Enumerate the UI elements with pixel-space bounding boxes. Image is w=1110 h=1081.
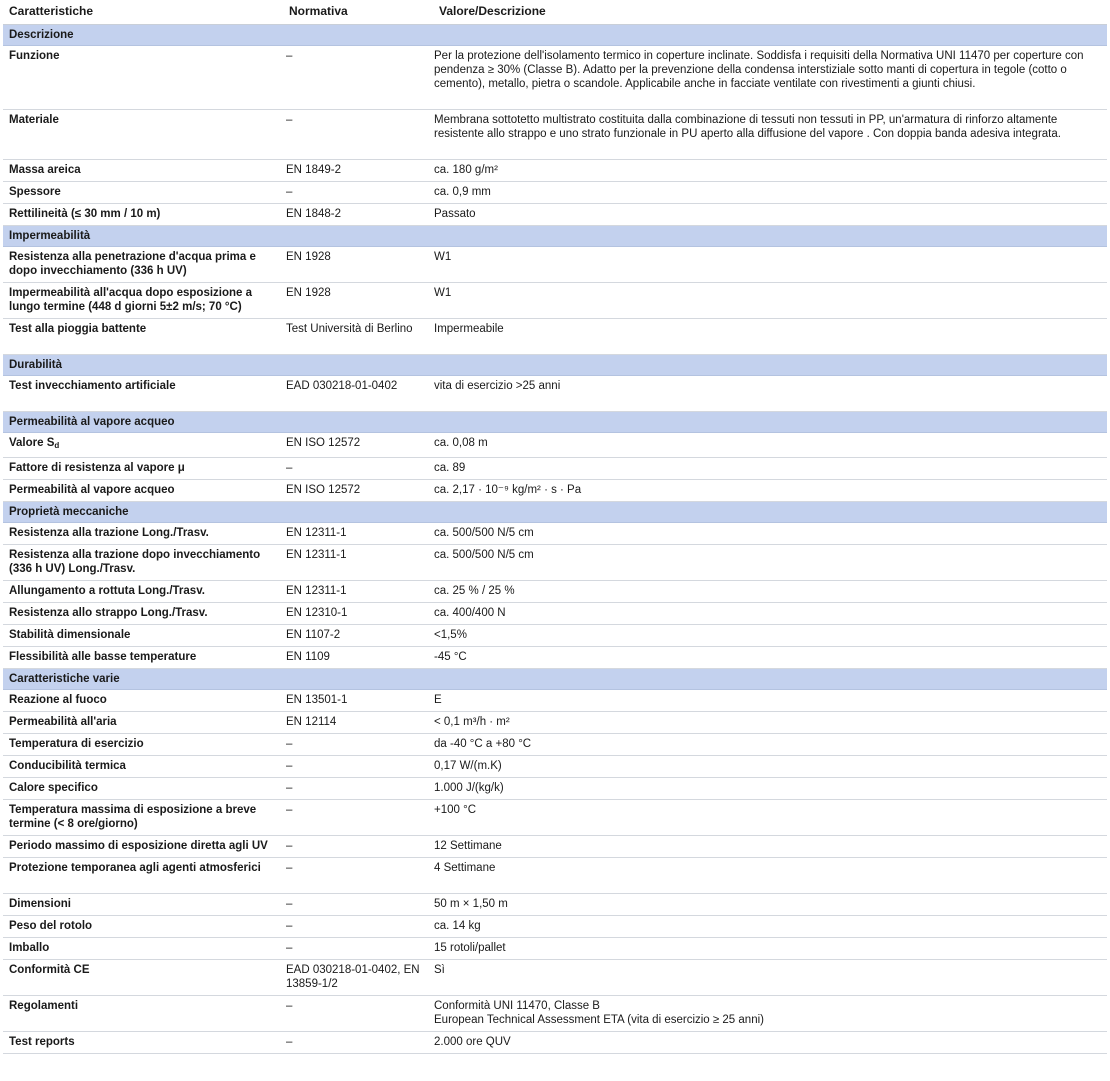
row-value: 1.000 J/(kg/k) [433, 778, 1107, 800]
row-norm: – [283, 938, 433, 960]
row-value: 50 m × 1,50 m [433, 894, 1107, 916]
row-value: ca. 89 [433, 458, 1107, 480]
row-norm: EN 12311-1 [283, 581, 433, 603]
row-name: Resistenza alla penetrazione d'acqua prima e dopo invecchiamento (336 h UV) [3, 247, 283, 283]
spec-sheet [3, 0, 1107, 1054]
row-norm: EN 12311-1 [283, 545, 433, 581]
row-value: 4 Settimane [433, 858, 1107, 894]
row-norm: – [283, 734, 433, 756]
row-name-text: Valore S [9, 437, 55, 449]
section-title: Impermeabilità [3, 226, 1107, 247]
row-norm: – [283, 858, 433, 894]
row-value: Passato [433, 204, 1107, 226]
table-row [3, 960, 1107, 996]
table-row [3, 647, 1107, 669]
table-header-row [3, 0, 1107, 25]
row-norm: EN 12310-1 [283, 603, 433, 625]
row-name: Rettilineità (≤ 30 mm / 10 m) [3, 204, 283, 226]
table-row [3, 480, 1107, 502]
table-row [3, 545, 1107, 581]
row-value-line-1: Conformità UNI 11470, Classe B [434, 1000, 600, 1012]
row-norm: Test Università di Berlino [283, 319, 433, 355]
row-norm: – [283, 916, 433, 938]
row-value: W1 [433, 283, 1107, 319]
row-name: Resistenza alla trazione Long./Trasv. [3, 523, 283, 545]
row-name: Permeabilità all'aria [3, 712, 283, 734]
row-norm: – [283, 182, 433, 204]
row-value: ca. 180 g/m² [433, 160, 1107, 182]
table-row [3, 690, 1107, 712]
row-value: ca. 0,08 m [433, 433, 1107, 458]
row-norm: EN 1849-2 [283, 160, 433, 182]
row-norm: EN 1928 [283, 247, 433, 283]
row-name: Impermeabilità all'acqua dopo esposizione a lungo termine (448 d giorni 5±2 m/s; 70 °C) [3, 283, 283, 319]
row-value: da -40 °C a +80 °C [433, 734, 1107, 756]
row-name: Temperatura massima di esposizione a breve termine (< 8 ore/giorno) [3, 800, 283, 836]
table-row [3, 581, 1107, 603]
spec-table [3, 0, 1107, 1054]
table-row [3, 996, 1107, 1032]
row-name [3, 433, 283, 458]
row-value: < 0,1 m³/h · m² [433, 712, 1107, 734]
row-name: Test invecchiamento artificiale [3, 376, 283, 412]
row-norm: – [283, 1032, 433, 1054]
row-value: 12 Settimane [433, 836, 1107, 858]
table-row [3, 778, 1107, 800]
row-value-line-2: European Technical Assessment ETA (vita di esercizio ≥ 25 anni) [434, 1014, 764, 1026]
row-name: Dimensioni [3, 894, 283, 916]
table-row [3, 734, 1107, 756]
table-row [3, 756, 1107, 778]
table-row [3, 523, 1107, 545]
row-norm: – [283, 836, 433, 858]
table-row [3, 182, 1107, 204]
row-norm: EAD 030218-01-0402, EN 13859-1/2 [283, 960, 433, 996]
row-value: ca. 500/500 N/5 cm [433, 523, 1107, 545]
table-row [3, 712, 1107, 734]
section-title: Caratteristiche varie [3, 669, 1107, 690]
table-row [3, 319, 1107, 355]
section-header-impermeabilita [3, 226, 1107, 247]
row-name: Materiale [3, 110, 283, 160]
row-value: 15 rotoli/pallet [433, 938, 1107, 960]
row-name: Conformità CE [3, 960, 283, 996]
row-value [433, 996, 1107, 1032]
row-name: Test alla pioggia battente [3, 319, 283, 355]
row-name: Peso del rotolo [3, 916, 283, 938]
table-row [3, 894, 1107, 916]
row-value: Per la protezione dell'isolamento termico in coperture inclinate. Soddisfa i requisiti della Normativa UNI 11470 per coperture con pendenza ≥ 30% (Classe B). Adatto per la prevenzione della condensa interstiziale sotto manti di copertura in tegole (cotto o cemento), metallo, pietra o scandole. Applicabile anche in facciate ventilate con rivestimenti a giunti chiusi. [433, 46, 1107, 110]
row-name: Imballo [3, 938, 283, 960]
table-row [3, 800, 1107, 836]
row-value: +100 °C [433, 800, 1107, 836]
table-row [3, 938, 1107, 960]
header-caratteristiche: Caratteristiche [3, 0, 283, 25]
table-row [3, 625, 1107, 647]
section-header-durabilita [3, 355, 1107, 376]
row-norm: EN ISO 12572 [283, 480, 433, 502]
row-norm: EAD 030218-01-0402 [283, 376, 433, 412]
row-name: Resistenza allo strappo Long./Trasv. [3, 603, 283, 625]
row-name: Calore specifico [3, 778, 283, 800]
header-valore: Valore/Descrizione [433, 0, 1107, 25]
row-value: vita di esercizio >25 anni [433, 376, 1107, 412]
row-norm: – [283, 458, 433, 480]
row-value: -45 °C [433, 647, 1107, 669]
table-row [3, 160, 1107, 182]
row-name: Periodo massimo di esposizione diretta agli UV [3, 836, 283, 858]
header-normativa: Normativa [283, 0, 433, 25]
row-value: W1 [433, 247, 1107, 283]
row-value: Impermeabile [433, 319, 1107, 355]
row-norm: – [283, 894, 433, 916]
row-value: E [433, 690, 1107, 712]
row-name-subscript: d [54, 441, 60, 450]
row-norm: – [283, 110, 433, 160]
row-name: Allungamento a rottuta Long./Trasv. [3, 581, 283, 603]
row-name: Fattore di resistenza al vapore μ [3, 458, 283, 480]
row-norm: EN 1928 [283, 283, 433, 319]
row-value: ca. 0,9 mm [433, 182, 1107, 204]
row-norm: EN 1107-2 [283, 625, 433, 647]
table-row [3, 1032, 1107, 1054]
table-row [3, 376, 1107, 412]
table-row [3, 458, 1107, 480]
table-row [3, 858, 1107, 894]
section-title: Durabilità [3, 355, 1107, 376]
section-title: Permeabilità al vapore acqueo [3, 412, 1107, 433]
row-norm: – [283, 46, 433, 110]
row-value: ca. 14 kg [433, 916, 1107, 938]
section-header-proprieta-meccaniche [3, 502, 1107, 523]
row-name: Funzione [3, 46, 283, 110]
section-title: Proprietà meccaniche [3, 502, 1107, 523]
table-row [3, 110, 1107, 160]
row-name: Resistenza alla trazione dopo invecchiamento (336 h UV) Long./Trasv. [3, 545, 283, 581]
row-value: ca. 500/500 N/5 cm [433, 545, 1107, 581]
table-row [3, 247, 1107, 283]
row-norm: EN 1848-2 [283, 204, 433, 226]
row-name: Reazione al fuoco [3, 690, 283, 712]
row-norm: – [283, 756, 433, 778]
table-row [3, 433, 1107, 458]
table-row [3, 283, 1107, 319]
section-header-permeabilita-vapore [3, 412, 1107, 433]
row-name: Test reports [3, 1032, 283, 1054]
row-name: Temperatura di esercizio [3, 734, 283, 756]
row-name: Flessibilità alle basse temperature [3, 647, 283, 669]
row-value: ca. 2,17 · 10⁻⁹ kg/m² · s · Pa [433, 480, 1107, 502]
row-value: 0,17 W/(m.K) [433, 756, 1107, 778]
row-norm: EN 12311-1 [283, 523, 433, 545]
row-name: Protezione temporanea agli agenti atmosferici [3, 858, 283, 894]
table-row [3, 204, 1107, 226]
row-name: Regolamenti [3, 996, 283, 1032]
row-value: <1,5% [433, 625, 1107, 647]
row-name: Stabilità dimensionale [3, 625, 283, 647]
row-name: Spessore [3, 182, 283, 204]
row-value: 2.000 ore QUV [433, 1032, 1107, 1054]
row-name: Conducibilità termica [3, 756, 283, 778]
row-norm: – [283, 778, 433, 800]
row-norm: – [283, 996, 433, 1032]
row-value: Membrana sottotetto multistrato costituita dalla combinazione di tessuti non tessuti in PP, un'armatura di rinforzo altamente resistente allo strappo e uno strato funzionale in PU aperto alla diffusione del vapore . Con doppia banda adesiva integrata. [433, 110, 1107, 160]
row-norm: EN 1109 [283, 647, 433, 669]
section-title: Descrizione [3, 25, 1107, 46]
row-norm: – [283, 800, 433, 836]
row-value: Sì [433, 960, 1107, 996]
table-row [3, 603, 1107, 625]
row-norm: EN 12114 [283, 712, 433, 734]
row-norm: EN ISO 12572 [283, 433, 433, 458]
row-value: ca. 400/400 N [433, 603, 1107, 625]
row-name: Massa areica [3, 160, 283, 182]
table-row [3, 916, 1107, 938]
row-name: Permeabilità al vapore acqueo [3, 480, 283, 502]
table-row [3, 46, 1107, 110]
section-header-descrizione [3, 25, 1107, 46]
row-value: ca. 25 % / 25 % [433, 581, 1107, 603]
row-norm: EN 13501-1 [283, 690, 433, 712]
section-header-caratteristiche-varie [3, 669, 1107, 690]
table-row [3, 836, 1107, 858]
